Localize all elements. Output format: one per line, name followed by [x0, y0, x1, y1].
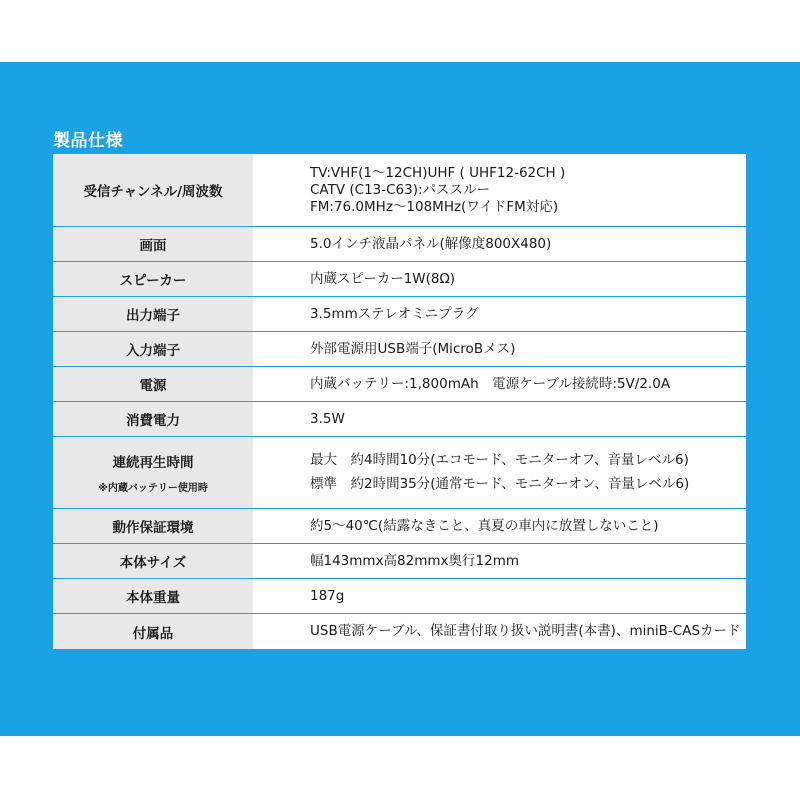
spec-label-cell — [53, 262, 253, 296]
spec-value-cell — [253, 297, 746, 331]
spec-label: 受信チャンネル/周波数 — [83, 184, 223, 200]
spec-label: 動作保証環境 — [112, 520, 194, 536]
spec-table — [53, 154, 746, 649]
spec-label: 本体サイズ — [119, 555, 187, 571]
spec-row — [53, 544, 746, 579]
spec-value-line: 5.0インチ液晶パネル(解像度800X480) — [310, 235, 552, 252]
spec-label-cell — [53, 579, 253, 613]
spec-label-cell — [53, 509, 253, 543]
spec-label-cell — [53, 367, 253, 401]
spec-value-line: 3.5mmステレオミニプラグ — [310, 305, 479, 322]
spec-value-line: TV:VHF(1〜12CH)UHF ( UHF12-62CH ) — [310, 164, 566, 181]
spec-value-line: USB電源ケーブル、保証書付取り扱い説明書(本書)、miniB-CASカード — [310, 623, 741, 639]
spec-label: 画面 — [139, 238, 167, 254]
spec-label: 入力端子 — [126, 343, 180, 359]
spec-value-cell — [253, 367, 746, 401]
spec-label: 付属品 — [132, 625, 174, 642]
spec-label: 電源 — [139, 378, 167, 394]
spec-label-cell — [53, 227, 253, 261]
spec-label-cell — [53, 402, 253, 436]
spec-value-line: 187g — [310, 587, 345, 604]
spec-value-line: 幅143mmx高82mmx奥行12mm — [310, 552, 520, 569]
spec-label: 出力端子 — [126, 308, 180, 324]
spec-value-cell — [253, 402, 746, 436]
spec-value-line: 3.5W — [310, 410, 345, 427]
spec-label-note: ※内蔵バッテリー使用時 — [98, 483, 208, 494]
spec-label-cell — [53, 437, 253, 508]
spec-row — [53, 579, 746, 614]
spec-value-line: 外部電源用USB端子(MicroBメス) — [310, 340, 516, 357]
spec-row — [53, 402, 746, 437]
spec-row — [53, 614, 746, 649]
spec-row — [53, 437, 746, 509]
spec-value-line: 最大 約4時間10分(エコモード、モニターオフ、音量レベル6) — [310, 452, 689, 468]
spec-row — [53, 509, 746, 544]
spec-value-line: CATV (C13-C63):パススルー — [310, 181, 491, 198]
spec-row — [53, 297, 746, 332]
spec-value-cell — [253, 509, 746, 543]
spec-label: 連続再生時間 — [112, 455, 194, 471]
spec-row — [53, 227, 746, 262]
spec-label-cell — [53, 332, 253, 366]
spec-value-cell — [253, 437, 746, 508]
spec-label: スピーカー — [119, 273, 187, 289]
spec-label: 本体重量 — [126, 590, 180, 606]
spec-row — [53, 367, 746, 402]
spec-value-cell — [253, 154, 746, 226]
spec-value-cell — [253, 332, 746, 366]
spec-value-line: 内蔵バッテリー:1,800mAh 電源ケーブル接続時:5V/2.0A — [310, 375, 671, 392]
spec-value-cell — [253, 614, 746, 649]
spec-row — [53, 332, 746, 367]
spec-row — [53, 262, 746, 297]
spec-value-cell — [253, 544, 746, 578]
spec-label-cell — [53, 614, 253, 649]
spec-value-line: 内蔵スピーカー1W(8Ω) — [310, 270, 456, 287]
section-title: 製品仕様 — [53, 131, 123, 151]
spec-value-line: 標準 約2時間35分(通常モード、モニターオン、音量レベル6) — [310, 476, 690, 492]
spec-label: 消費電力 — [126, 413, 180, 429]
spec-value-line: FM:76.0MHz〜108MHz(ワイドFM対応) — [310, 198, 559, 215]
spec-row — [53, 154, 746, 227]
spec-label-cell — [53, 154, 253, 226]
spec-value-cell — [253, 227, 746, 261]
spec-label-cell — [53, 297, 253, 331]
spec-value-cell — [253, 579, 746, 613]
spec-value-cell — [253, 262, 746, 296]
spec-value-line: 約5〜40℃(結露なきこと、真夏の車内に放置しないこと) — [310, 517, 659, 534]
spec-label-cell — [53, 544, 253, 578]
